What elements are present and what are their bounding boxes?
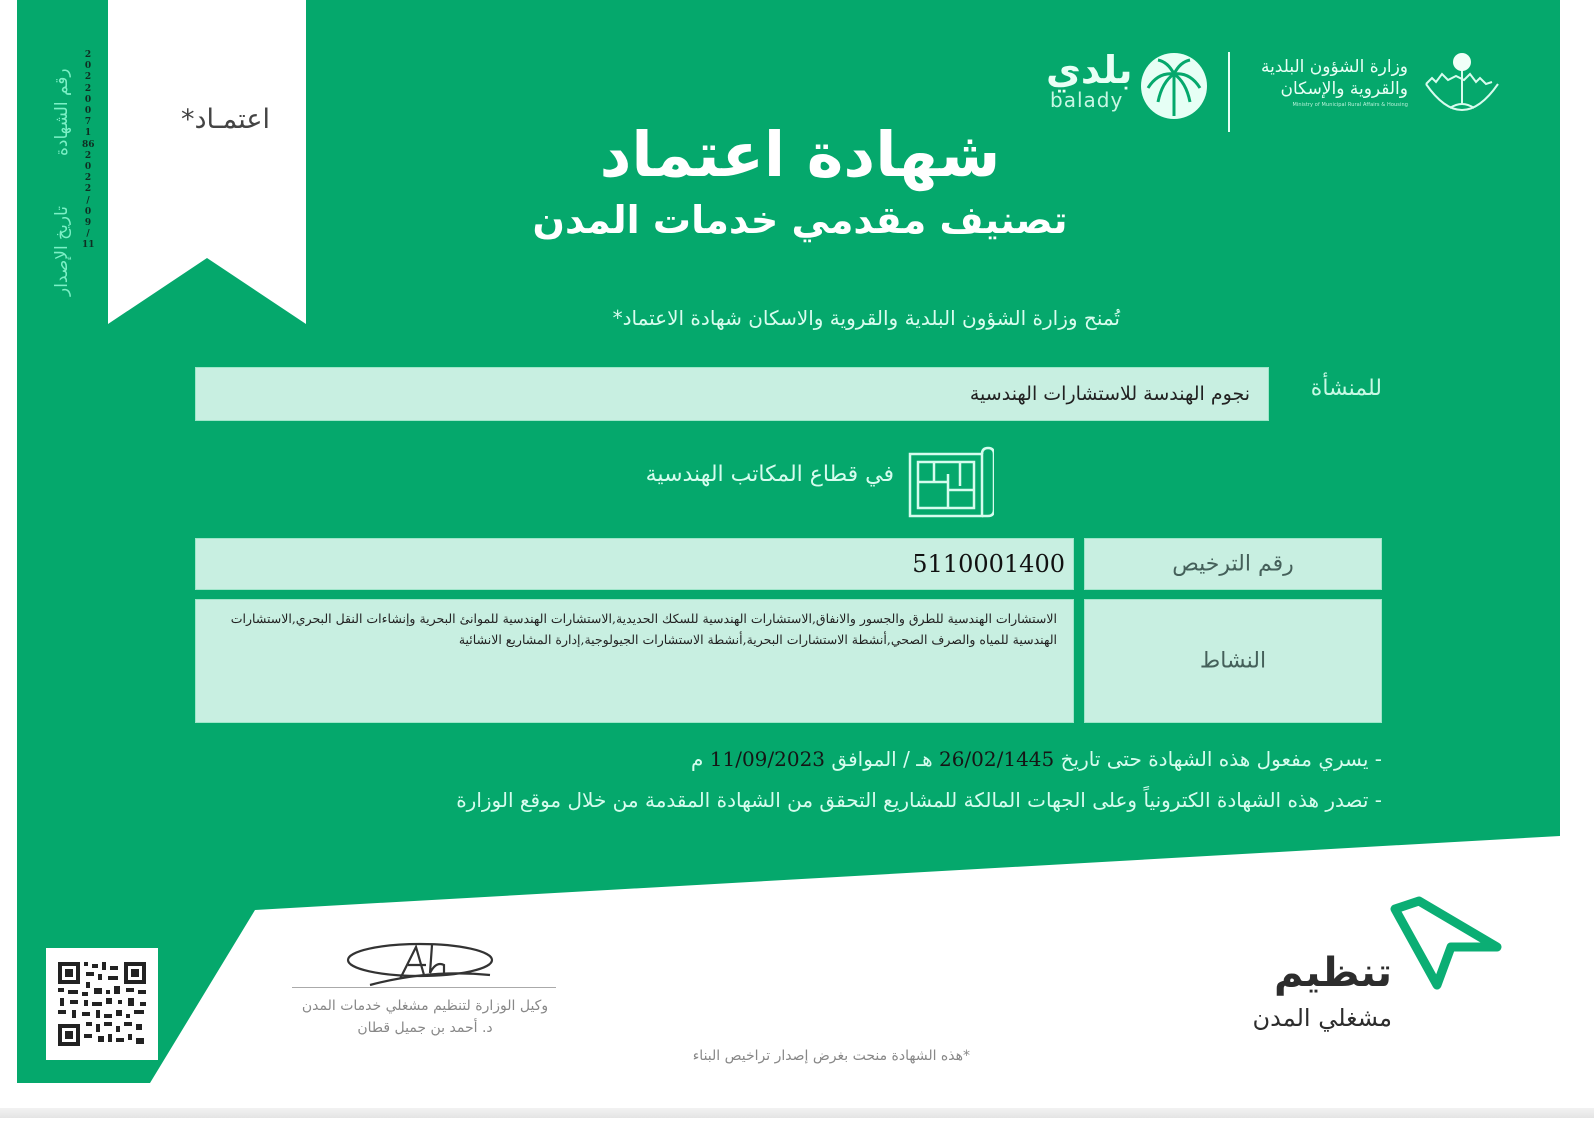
signatory-title: وكيل الوزارة لتنظيم مشغلي خدمات المدن [301,998,549,1014]
validity-note: - يسري مفعول هذه الشهادة حتى تاريخ 26/02/1445 هـ / الموافق 11/09/2023 م [691,747,1382,771]
balady-logo-ar: بلدي [1046,48,1133,92]
activity-value: الاستشارات الهندسية للطرق والجسور والانفاق,الاستشارات الهندسية للسكك الحديدية,الاستشارات الهندسية للموانئ البحرية وإنشاءات النقل البحري,الاستشارات الهندسية للمياه والصرف الصحي,أنشطة الاستشارات البحرية,أنشطة الاستشارات الجيولوجية,إدارة المشاريع الانشائية [230,611,1057,647]
tanzeem-arrow-icon [1385,895,1505,995]
cert-number-label: رقم الشهادة [52,68,72,156]
license-value: 5110001400 [912,550,1065,578]
certificate-title: شهادة اعتماد [599,118,1001,191]
bottom-divider [0,1108,1594,1118]
verification-note: - تصدر هذه الشهادة الكترونياً وعلى الجهات المالكة للمشاريع التحقق من الشهادة المقدمة من خلال موقع الوزارة [456,788,1382,812]
balady-palm-icon [1140,52,1208,120]
issue-date-label: تاريخ الإصدار [52,206,72,296]
activity-label: النشاط [1199,648,1267,674]
activity-value-cell [196,600,1073,722]
logo-divider [1228,52,1230,132]
footnote: *هذه الشهادة منحت بغرض إصدار تراخيص البناء [692,1048,970,1064]
signature-line [292,987,556,988]
blueprint-icon [908,446,994,520]
certificate-subtitle: تصنيف مقدمي خدمات المدن [532,198,1068,242]
ministry-name: وزارة الشؤون البلدية والقروية والإسكان Ministry of Municipal Rural Affairs & Housing [1260,57,1408,108]
hijri-expiry-date: 26/02/1445 [938,747,1055,771]
establishment-field [196,368,1268,420]
grant-statement: تُمنح وزارة الشؤون البلدية والقروية والاسكان شهادة الاعتماد* [612,306,1120,330]
signature [340,935,500,990]
establishment-value: نجوم الهندسة للاستشارات الهندسية [969,383,1250,405]
sector-text: في قطاع المكاتب الهندسية [645,462,894,487]
balady-logo-en: balady [1050,88,1124,112]
tanzeem-logo-title: تنظيم [1273,950,1392,996]
establishment-label: للمنشأة [1310,376,1382,401]
signatory-name: د. أحمد بن جميل قطان [357,1020,493,1036]
cert-number-and-date: 2 0 2 2 0 0 7 1 86 2 0 2 2 / 0 9 / 11 [82,50,95,251]
activity-label-cell [1085,600,1381,722]
license-label: رقم الترخيص [1172,551,1294,577]
license-value-cell [196,539,1073,589]
ribbon-label: اعتمـاد* [180,104,270,135]
gregorian-expiry-date: 11/09/2023 [709,747,826,771]
qr-code[interactable] [46,948,158,1060]
ministry-emblem-icon [1420,48,1504,124]
tanzeem-logo-subtitle: مشغلي المدن [1252,1004,1392,1032]
license-label-cell [1085,539,1381,589]
